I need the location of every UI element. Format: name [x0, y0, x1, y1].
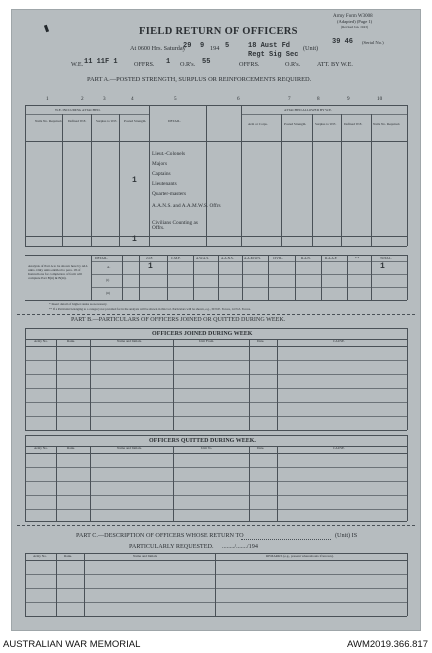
joined-col-head: CAUSE. [333, 339, 345, 343]
footnote: ** If a Particular belonging to a category not provided for in the analysis will be shown in this Col. Particulars will be shown, e.g., 30 N.E. Forces, 14 N.Z. Forces. [49, 307, 251, 311]
col-number: 4 [131, 96, 134, 102]
summary-total-value: 1 [380, 262, 385, 271]
footer-accession: AWM2019.366.817 [347, 639, 428, 650]
summary-head: 2.I.F. [146, 256, 153, 260]
footer-credit: AUSTRALIAN WAR MEMORIAL [3, 639, 141, 650]
col-number: 8 [317, 96, 320, 102]
pin-mark [44, 25, 49, 33]
att-label: ATT. BY W.E. [317, 61, 353, 68]
quitted-title: OFFICERS QUITTED DURING WEEK. [149, 438, 256, 444]
we-label: W.E. [71, 61, 84, 68]
form-adapted: (Adapted) (Page 1) [337, 19, 373, 24]
offrs2-label: OFFRS. [239, 61, 260, 68]
month-value: 9 [200, 42, 205, 50]
quitted-col-head: Unit To. [201, 446, 213, 450]
footer-bar [0, 633, 432, 653]
col-number: 10 [377, 96, 383, 102]
quitted-col-head: Date. [257, 446, 265, 450]
col-number: 9 [347, 96, 350, 102]
ors2-label: O.R's. [285, 61, 301, 68]
unit-value-2: Regt Sig Sec [248, 51, 299, 59]
time-label: At 0600 Hrs. Saturday [130, 45, 186, 52]
form-sheet [11, 9, 421, 631]
col-head: Defined W.E. [68, 119, 87, 123]
year-prefix: 194 [210, 45, 220, 52]
col-head: Posted Strength. [124, 119, 147, 123]
group-left-head: W.E. INCLUDING ATTACHED. [55, 108, 101, 112]
detail-item: Lieut.-Colonels [152, 151, 186, 157]
summary-head: DETAIL. [95, 256, 108, 260]
detail-item: Quarter-masters [152, 191, 187, 197]
we-value: 11 11F 1 [84, 58, 118, 66]
offrs-label: OFFRS. [134, 61, 155, 68]
col-head: Nails No. Required. [35, 119, 63, 123]
joined-col-head: Date. [257, 339, 265, 343]
part-c-date: ......../......./194 [222, 543, 258, 550]
footnote: * Insert detail of higher ranks as necessary. [49, 302, 108, 306]
part-a-title: PART A.—POSTED STRENGTH, SURPLUS OR REINFORCEMENTS REQUIRED. [87, 76, 312, 83]
joined-col-head: Army No. [34, 339, 48, 343]
group-right-head: ATTACHED ALLOWED BY W.E. [284, 108, 332, 112]
joined-title: OFFICERS JOINED DURING WEEK [152, 331, 253, 337]
unit-label: (Unit) [303, 45, 319, 52]
part-c-unit-label: (Unit) IS [335, 532, 358, 539]
detail-item: Majors [152, 161, 168, 167]
part-c-requested: PARTICULARLY REQUESTED. [129, 543, 214, 550]
part-b-title: PART B.—PARTICULARS OF OFFICERS JOINED OR QUITTED DURING WEEK. [71, 317, 286, 323]
col-head: Defined W.E. [344, 122, 363, 126]
col-head: Nails No. Required. [373, 122, 401, 126]
part-c-col-head: Rank. [64, 554, 73, 558]
joined-col-head: Name and Initials. [117, 339, 142, 343]
serial-value: 39 46 [332, 38, 354, 46]
part-c-col-head: REMARKS (e.g., present whereabouts if known). [266, 554, 334, 558]
year-value: 5 [225, 42, 230, 50]
day-value: 29 [183, 42, 192, 50]
joined-col-head: Rank. [67, 339, 76, 343]
detail-item: Lieutenants [152, 181, 177, 187]
summary-head: CIVIL. [273, 256, 283, 260]
quitted-col-head: Name and Initials. [117, 446, 142, 450]
summary-head: A.W.A.S. [196, 256, 210, 260]
serial-label: (Serial No.) [362, 40, 384, 45]
part-c-title: PART C.—DESCRIPTION OF OFFICERS WHOSE RETURN TO [76, 532, 244, 539]
summary-head: TOTAL. [380, 256, 392, 260]
part-c-col-head: Army No. [33, 554, 47, 558]
summary-head: C.M.F. [171, 256, 181, 260]
summary-head: A.A.N.S. [221, 256, 234, 260]
unit-value: 18 Aust Fd [248, 42, 291, 50]
quitted-col-head: CAUSE. [333, 446, 345, 450]
col-head: Surplus to W.E. [315, 122, 337, 126]
col-head: Surplus to W.E. [96, 119, 118, 123]
summary-row-label: (i) [106, 278, 110, 282]
part-c-unit-line [241, 539, 331, 540]
posted-lieutenants-value: 1 [132, 176, 137, 185]
detail-item: Captains [152, 171, 171, 177]
quitted-col-head: Army No. [34, 446, 48, 450]
form-title: FIELD RETURN OF OFFICERS [139, 26, 298, 37]
offrs-value: 1 [166, 58, 171, 66]
col-head: Posted Strength. [284, 122, 307, 126]
detail-item: A.A.N.S. and A.A.M.W.S. Offrs [152, 203, 221, 209]
form-id: Army Form W3008 [333, 14, 373, 19]
summary-row-label: A. [107, 265, 111, 269]
summary-head: A.A.M.W.S. [244, 256, 261, 260]
summary-head: * * [355, 256, 360, 260]
detail-item: Civilians Counting as Offrs. [152, 220, 198, 232]
summary-head: R.A.N. [301, 256, 311, 260]
col-number: 5 [174, 96, 177, 102]
col-number: 7 [288, 96, 291, 102]
detail-head: DETAIL. [168, 119, 181, 123]
form-revised: (Revised Jan. 1943) [341, 25, 369, 29]
col-number: 3 [103, 96, 106, 102]
summary-note: Analysis of Part A to be shown here by ALL units. Only units entitled to para. 18 of Instructions for completion of form will complete Part B(ii) & B(iii). [28, 264, 89, 281]
ors-value: 55 [202, 58, 211, 66]
col-head: Arm or Corps. [248, 122, 268, 126]
summary-head: R.A.A.F. [325, 256, 338, 260]
summary-row-label: (ii) [106, 291, 111, 295]
posted-total-value: 1 [132, 235, 137, 244]
col-number: 1 [46, 96, 49, 102]
col-number: 2 [81, 96, 84, 102]
summary-aif-value: 1 [148, 262, 153, 271]
col-number: 6 [237, 96, 240, 102]
part-c-col-head: Name and Initials [133, 554, 158, 558]
ors-label: O.R's. [180, 61, 196, 68]
joined-col-head: Unit From. [199, 339, 215, 343]
quitted-col-head: Rank. [67, 446, 76, 450]
